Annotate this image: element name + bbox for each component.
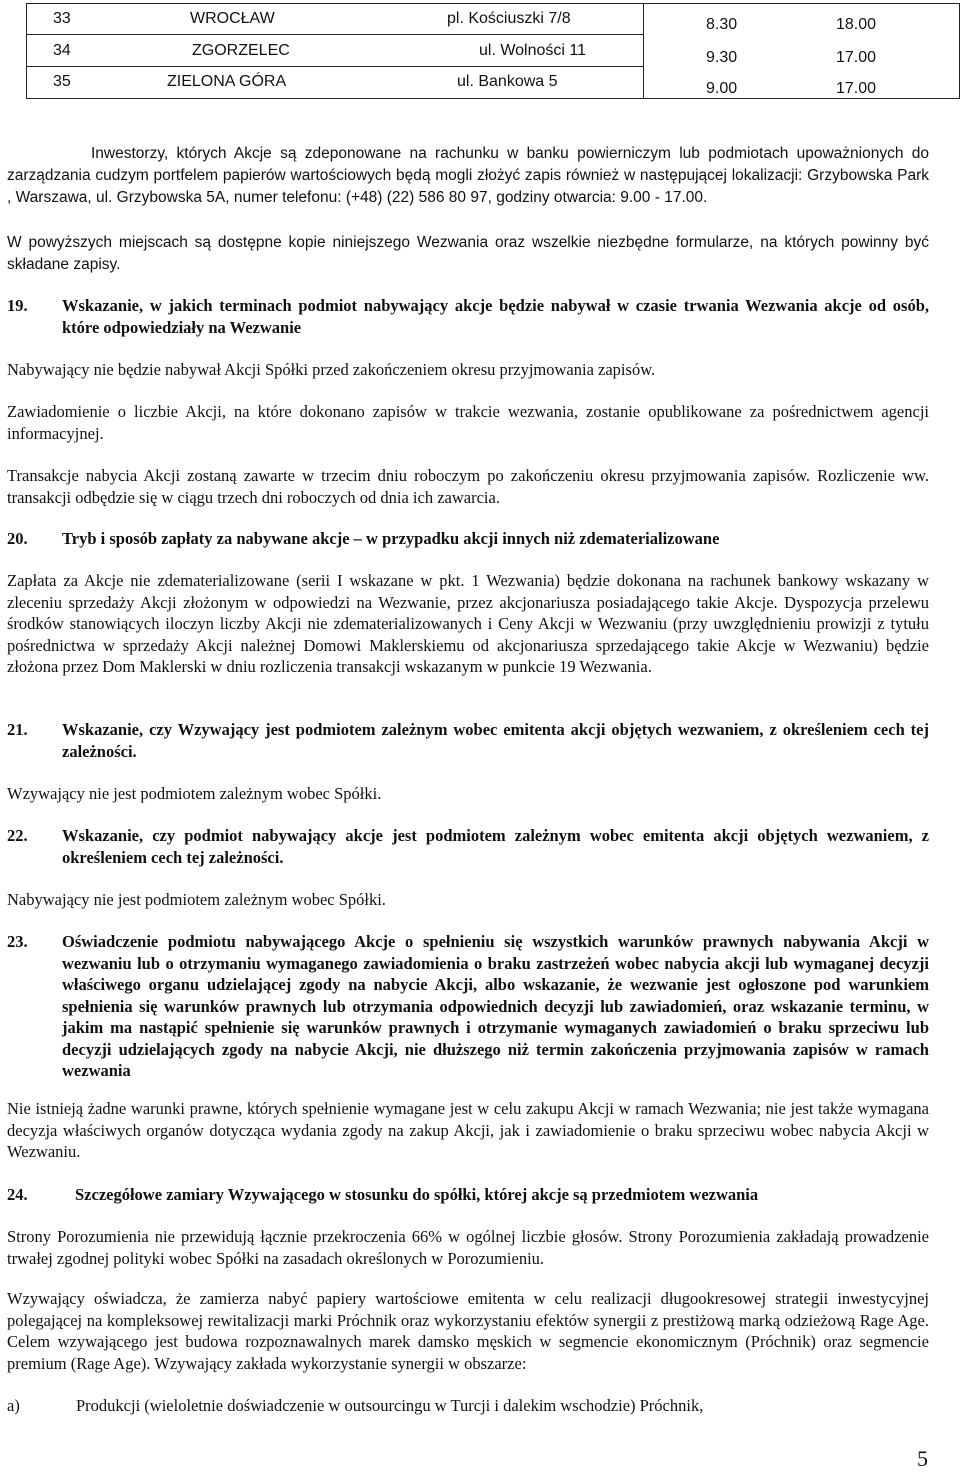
section-24-heading	[7, 1184, 929, 1206]
list-item	[7, 1395, 929, 1417]
section-number: 23.	[7, 932, 28, 951]
paragraph: Nabywający nie będzie nabywał Akcji Spółki przed zakończeniem okresu przyjmowania zapisów.	[7, 360, 656, 379]
branch-table	[26, 3, 960, 99]
section-number: 24.	[7, 1185, 28, 1204]
row-city: WROCŁAW	[190, 10, 275, 27]
section-title: Wskazanie, w jakich terminach podmiot nabywający akcje będzie nabywał w czasie trwania Wezwania akcje od osób, które odpowiedziały na Wezwanie	[62, 296, 929, 337]
table-row	[27, 67, 959, 97]
open-hour: 9.00	[706, 80, 738, 97]
section-19-heading	[7, 295, 929, 338]
row-city: ZGORZELEC	[192, 42, 290, 59]
close-hour: 17.00	[836, 80, 877, 97]
paragraph: Nie istnieją żadne warunki prawne, których spełnienie wymagane jest w celu zakupu Akcji w ramach Wezwania; nie jest także wymagana decyzja właściwych organów dotycząca wydania zgody na zakup Akcji, jak i zawiadomienie o braku sprzeciwu wobec nabycia Akcji w Wezwaniu.	[7, 1099, 929, 1161]
section-number: 20.	[7, 529, 28, 548]
close-hour: 18.00	[836, 16, 877, 33]
row-number: 33	[53, 10, 71, 27]
section-number: 21.	[7, 720, 28, 739]
paragraph: Wzywający nie jest podmiotem zależnym wobec Spółki.	[7, 784, 382, 803]
open-hour: 8.30	[706, 16, 738, 33]
section-title: Tryb i sposób zapłaty za nabywane akcje – w przypadku akcji innych niż zdematerializowane	[62, 529, 720, 548]
section-title: Wskazanie, czy Wzywający jest podmiotem zależnym wobec emitenta akcji objętych wezwaniem, z określeniem cech tej zależności.	[62, 720, 929, 761]
table-row	[27, 4, 959, 34]
section-number: 19.	[7, 296, 28, 315]
paragraph: Strony Porozumienia nie przewidują łącznie przekroczenia 66% w ogólnej liczbie głosów. Strony Porozumienia zakładają prowadzenie trwałej zgodnej polityki wobec Spółki na zasadach określonych w Porozumieniu.	[7, 1227, 929, 1268]
row-address: ul. Bankowa 5	[457, 73, 558, 90]
row-number: 35	[53, 73, 71, 90]
section-21-heading	[7, 719, 929, 762]
section-22-heading	[7, 825, 929, 868]
intro-paragraph: W powyższych miejscach są dostępne kopie niniejszego Wezwania oraz wszelkie niezbędne formularze, na których powinny być składane zapisy.	[7, 234, 929, 273]
paragraph: Zawiadomienie o liczbie Akcji, na które dokonano zapisów w trakcie wezwania, zostanie opublikowane za pośrednictwem agencji informacyjnej.	[7, 402, 929, 443]
close-hour: 17.00	[836, 49, 877, 66]
paragraph: Transakcje nabycia Akcji zostaną zawarte w trzecim dniu roboczym po zakończeniu okresu przyjmowania zapisów. Rozliczenie ww. transakcji odbędzie się w ciągu trzech dni roboczych od dnia ich zawarcia.	[7, 466, 929, 507]
paragraph: Zapłata za Akcje nie zdematerializowane (serii I wskazane w pkt. 1 Wezwania) będzie dokonana na rachunek bankowy wskazany w zleceniu sprzedaży Akcji złożonym w odpowiedzi na Wezwanie, przez akcjonariusza posiadającego takie Akcje. Dyspozycja przelewu środków stanowiących iloczyn liczby Akcji nie zdematerializowanych i Ceny Akcji w Wezwaniu (przy uwzględnieniu prowizji z tytułu pośrednictwa w sprzedaży Akcji należnej Domowi Maklerskiemu od akcjonariusza sprzedającego takie Akcje w Wezwaniu) będzie złożona przez Dom Maklerski w dniu rozliczenia transakcji wskazanym w punkcie 19 Wezwania.	[7, 571, 929, 676]
section-20-heading	[7, 528, 929, 550]
row-address: pl. Kościuszki 7/8	[447, 10, 571, 27]
paragraph: Nabywający nie jest podmiotem zależnym wobec Spółki.	[7, 890, 386, 909]
table-row-divider	[27, 34, 644, 35]
section-title: Wskazanie, czy podmiot nabywający akcje jest podmiotem zależnym wobec emitenta akcji objętych wezwaniem, z określeniem cech tej zależności.	[62, 826, 929, 867]
row-number: 34	[53, 42, 71, 59]
page-number: 5	[917, 1446, 928, 1471]
open-hour: 9.30	[706, 49, 738, 66]
paragraph: Wzywający oświadcza, że zamierza nabyć papiery wartościowe emitenta w celu realizacji długookresowej strategii inwestycyjnej polegającej na kompleksowej rewitalizacji marki Próchnik oraz wykorzystaniu efektów synergii z prestiżową marką odzieżową Rage Age. Celem wzywającego jest budowa rozpoznawalnych marek damsko męskich w segmencie ekonomicznym (Próchnik) oraz segmencie premium (Rage Age). Wzywający zakłada wykorzystanie synergii w obszarze:	[7, 1289, 929, 1373]
row-address: ul. Wolności 11	[479, 42, 587, 59]
intro-paragraph: Inwestorzy, których Akcje są zdeponowane na rachunku w banku powierniczym lub podmiotach upoważnionych do zarządzania cudzym portfelem papierów wartościowych będą mogli złożyć zapis również w następującej lokalizacji: Grzybowska Park , Warszawa, ul. Grzybowska 5A, numer telefonu: (+48) (22) 586 80 97, godziny otwarcia: 9.00 - 17.00.	[7, 145, 929, 206]
section-number: 22.	[7, 826, 28, 845]
table-row	[27, 36, 959, 66]
list-item-text: Produkcji (wieloletnie doświadczenie w outsourcingu w Turcji i dalekim wschodzie) Próchnik,	[76, 1396, 704, 1415]
section-23-heading	[7, 931, 929, 1082]
section-title: Szczegółowe zamiary Wzywającego w stosunku do spółki, której akcje są przedmiotem wezwania	[75, 1185, 759, 1204]
row-city: ZIELONA GÓRA	[167, 73, 287, 90]
section-title: Oświadczenie podmiotu nabywającego Akcje o spełnieniu się wszystkich warunków prawnych nabywania Akcji w wezwaniu lub o otrzymaniu wymaganego zawiadomienia o braku zastrzeżeń wobec nabycia akcji lub wymaganej decyzji właściwego organu udzielającej zgody na nabycie Akcji, albo wskazanie, że wezwanie jest ogłoszone pod warunkiem spełnienia się warunków prawnych lub otrzymania odpowiednich decyzji lub zawiadomień, oraz wskazanie terminu, w jakim ma nastąpić spełnienie się warunków prawnych i otrzymanie wymaganych zawiadomień o braku sprzeciwu lub decyzji udzielających zgody na nabycie Akcji, nie dłuższego niż termin zakończenia przyjmowania zapisów w ramach wezwania	[62, 932, 929, 1080]
list-item-label: a)	[7, 1396, 20, 1415]
